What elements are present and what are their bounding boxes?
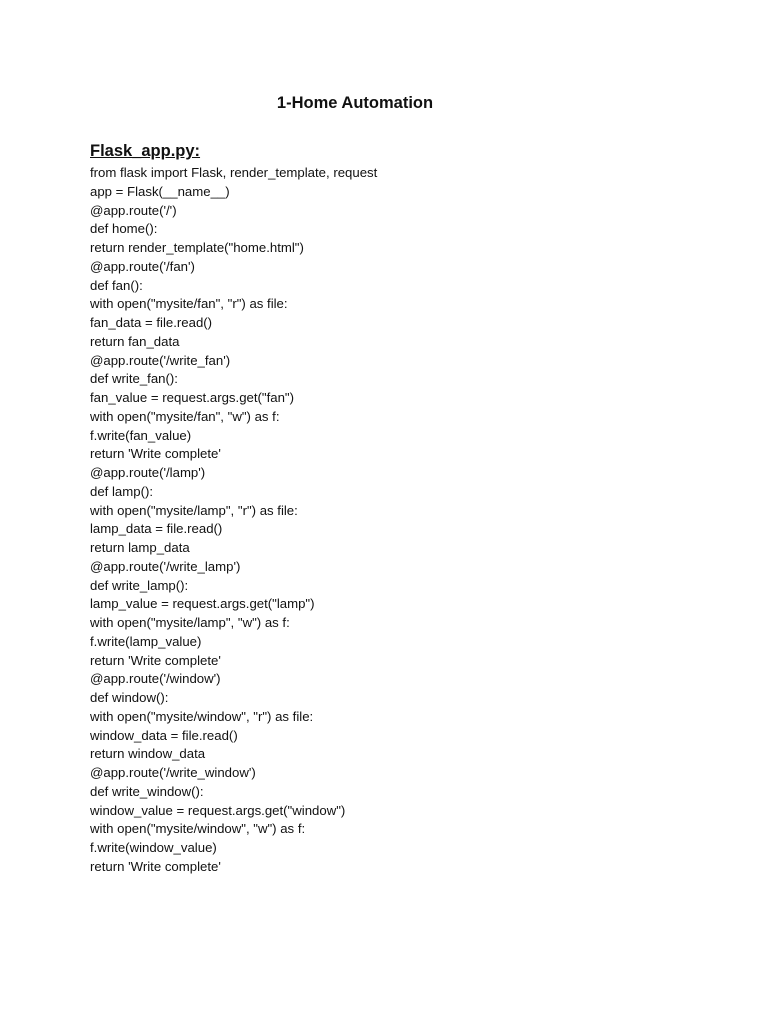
code-line: def write_window(): [90, 783, 204, 799]
code-line: with open("mysite/lamp", "r") as file: [90, 502, 298, 518]
code-line: app = Flask(__name__) [90, 183, 230, 199]
section-heading: Flask_app.py: [90, 142, 201, 160]
code-line: return window_data [90, 746, 206, 762]
document-title: 1-Home Automation [276, 94, 434, 112]
code-line: return 'Write complete' [90, 446, 221, 462]
code-line: with open("mysite/window", "r") as file: [90, 708, 314, 724]
code-line: f.write(fan_value) [90, 427, 192, 443]
code-line: return 'Write complete' [90, 652, 221, 668]
code-line: lamp_data = file.read() [90, 521, 223, 537]
code-line: def write_lamp(): [90, 577, 189, 593]
code-line: @app.route('/fan') [90, 258, 195, 274]
code-line: fan_value = request.args.get("fan") [90, 390, 295, 405]
code-line: @app.route('/write_window') [90, 765, 256, 780]
code-line: fan_data = file.read() [90, 315, 213, 330]
code-line: def window(): [90, 690, 169, 705]
code-line: with open("mysite/fan", "r") as file: [90, 296, 288, 312]
code-line: @app.route('/window') [90, 671, 221, 687]
code-line: def fan(): [90, 277, 143, 293]
code-line: @app.route('/') [90, 202, 177, 218]
code-line: return 'Write complete' [90, 858, 221, 874]
code-line: def write_fan(): [90, 371, 178, 387]
code-line: return fan_data [90, 333, 180, 349]
code-line: from flask import Flask, render_template, request [90, 165, 378, 180]
code-line: with open("mysite/window", "w") as f: [90, 821, 306, 837]
code-line: return lamp_data [90, 540, 190, 555]
code-line: f.write(lamp_value) [90, 633, 202, 649]
code-line: @app.route('/lamp') [90, 465, 206, 480]
code-line: with open("mysite/fan", "w") as f: [90, 408, 280, 424]
code-listing [90, 164, 377, 877]
code-line: f.write(window_value) [90, 840, 217, 855]
code-line: @app.route('/write_fan') [90, 352, 231, 368]
code-line: return render_template("home.html") [90, 240, 304, 255]
code-line: with open("mysite/lamp", "w") as f: [90, 615, 290, 630]
code-line: lamp_value = request.args.get("lamp") [90, 596, 315, 612]
code-line: def lamp(): [90, 483, 154, 499]
code-line: def home(): [90, 221, 158, 237]
code-line: window_data = file.read() [90, 727, 238, 743]
code-line: window_value = request.args.get("window") [90, 802, 346, 818]
code-line: @app.route('/write_lamp') [90, 558, 241, 574]
